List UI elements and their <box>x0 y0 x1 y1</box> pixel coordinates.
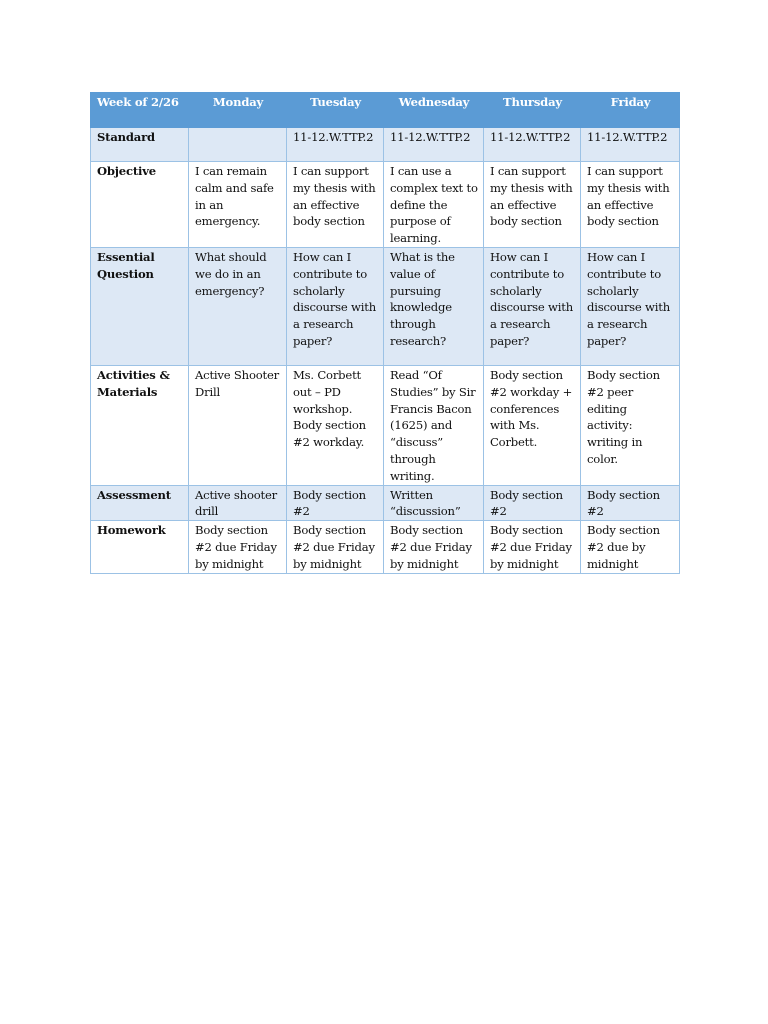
cell-standard-tuesday: 11-12.W.TTP.2 <box>287 128 384 162</box>
cell-homework-friday: Body section #2 due by midnight <box>581 521 680 573</box>
cell-activities-friday: Body section #2 peer editing activity: writing in color. <box>581 365 680 485</box>
table-header <box>91 93 680 128</box>
row-label-assessment: Assessment <box>91 485 189 521</box>
cell-standard-wednesday: 11-12.W.TTP.2 <box>384 128 484 162</box>
header-monday: Monday <box>189 93 287 128</box>
cell-standard-monday <box>189 128 287 162</box>
header-row <box>91 93 680 128</box>
cell-assessment-monday: Active shooter drill <box>189 485 287 521</box>
cell-activities-wednesday: Read “Of Studies” by Sir Francis Bacon (1625) and “discuss” through writing. <box>384 365 484 485</box>
cell-homework-wednesday: Body section #2 due Friday by midnight <box>384 521 484 573</box>
cell-assessment-friday: Body section #2 <box>581 485 680 521</box>
cell-homework-thursday: Body section #2 due Friday by midnight <box>484 521 581 573</box>
row-label-objective: Objective <box>91 162 189 248</box>
row-homework <box>91 521 680 573</box>
cell-activities-thursday: Body section #2 workday + conferences with Ms. Corbett. <box>484 365 581 485</box>
cell-homework-tuesday: Body section #2 due Friday by midnight <box>287 521 384 573</box>
header-wednesday: Wednesday <box>384 93 484 128</box>
header-tuesday: Tuesday <box>287 93 384 128</box>
row-label-homework: Homework <box>91 521 189 573</box>
header-week-of: Week of 2/26 <box>91 93 189 128</box>
cell-homework-monday: Body section #2 due Friday by midnight <box>189 521 287 573</box>
cell-assessment-tuesday: Body section #2 <box>287 485 384 521</box>
header-friday: Friday <box>581 93 680 128</box>
cell-standard-thursday: 11-12.W.TTP.2 <box>484 128 581 162</box>
cell-activities-monday: Active Shooter Drill <box>189 365 287 485</box>
row-label-essential-question: Essential Question <box>91 247 189 365</box>
cell-standard-friday: 11-12.W.TTP.2 <box>581 128 680 162</box>
cell-objective-tuesday: I can support my thesis with an effective body section <box>287 162 384 248</box>
row-activities-materials <box>91 365 680 485</box>
cell-objective-friday: I can support my thesis with an effective body section <box>581 162 680 248</box>
cell-assessment-wednesday: Written “discussion” <box>384 485 484 521</box>
cell-essential-question-thursday: How can I contribute to scholarly discourse with a research paper? <box>484 247 581 365</box>
row-label-activities-materials: Activities & Materials <box>91 365 189 485</box>
row-essential-question <box>91 247 680 365</box>
cell-objective-wednesday: I can use a complex text to define the purpose of learning. <box>384 162 484 248</box>
cell-essential-question-friday: How can I contribute to scholarly discourse with a research paper? <box>581 247 680 365</box>
row-label-standard: Standard <box>91 128 189 162</box>
cell-activities-tuesday: Ms. Corbett out – PD workshop. Body section #2 workday. <box>287 365 384 485</box>
header-thursday: Thursday <box>484 93 581 128</box>
cell-assessment-thursday: Body section #2 <box>484 485 581 521</box>
table-body <box>91 128 680 574</box>
weekly-lesson-plan-table <box>90 92 680 574</box>
row-assessment <box>91 485 680 521</box>
cell-objective-thursday: I can support my thesis with an effective body section <box>484 162 581 248</box>
cell-essential-question-tuesday: How can I contribute to scholarly discourse with a research paper? <box>287 247 384 365</box>
cell-essential-question-monday: What should we do in an emergency? <box>189 247 287 365</box>
cell-essential-question-wednesday: What is the value of pursuing knowledge through research? <box>384 247 484 365</box>
cell-objective-monday: I can remain calm and safe in an emergency. <box>189 162 287 248</box>
row-objective <box>91 162 680 248</box>
row-standard <box>91 128 680 162</box>
